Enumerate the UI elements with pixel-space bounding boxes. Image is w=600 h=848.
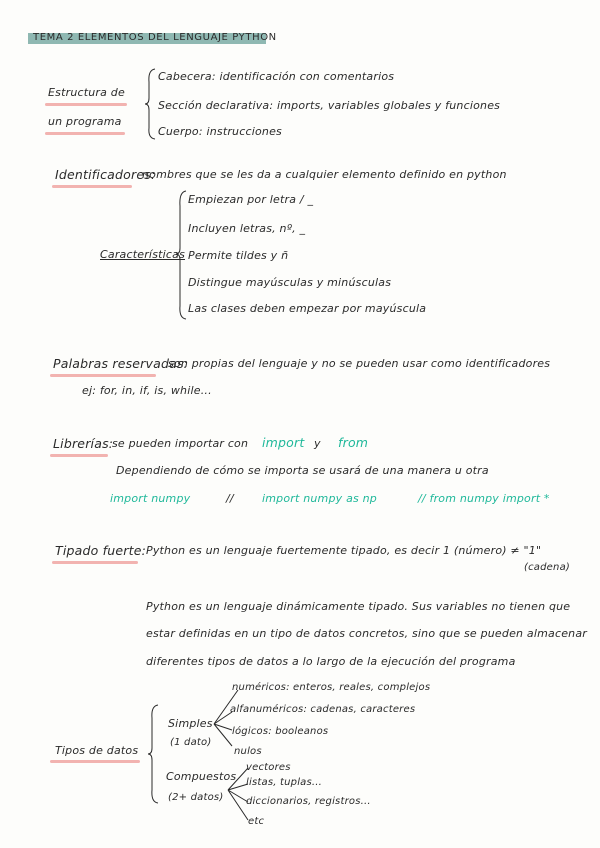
simples-item-1: numéricos: enteros, reales, complejos [232, 682, 431, 693]
simples-lines [212, 684, 242, 754]
palabras-underline [50, 374, 156, 377]
librerias-example-2: import numpy as np [262, 492, 377, 505]
simples-sub: (1 dato) [170, 737, 212, 748]
librerias-line2: Dependiendo de cómo se importa se usará de una manera u otra [116, 464, 489, 477]
tipado-text: Python es un lenguaje fuertemente tipado, es decir 1 (número) ≠ "1" [146, 544, 542, 557]
caracteristica-1: Empiezan por letra / _ [188, 193, 314, 206]
estructura-label-2: un programa [48, 115, 122, 128]
caracteristica-4: Distingue mayúsculas y minúsculas [188, 276, 392, 289]
simples-item-3: lógicos: booleanos [232, 726, 329, 737]
compuestos-item-3: diccionarios, registros... [246, 796, 371, 807]
estructura-item-1: Cabecera: identificación con comentarios [158, 70, 395, 83]
palabras-example: ej: for, in, if, is, while... [82, 384, 212, 397]
caracteristicas-brace [176, 190, 188, 320]
simples-item-2: alfanuméricos: cadenas, caracteres [230, 704, 416, 715]
header-title: TEMA 2 ELEMENTOS DEL LENGUAJE PYTHON [33, 32, 277, 43]
simples-label: Simples [168, 717, 213, 730]
compuestos-item-1: vectores [246, 762, 291, 773]
identificadores-underline [52, 185, 132, 188]
tipado-underline [52, 561, 138, 564]
tipado-para-2: estar definidas en un tipo de datos concretos, sino que se pueden almacenar [146, 627, 588, 640]
librerias-and: y [314, 437, 321, 450]
tipos-title: Tipos de datos [55, 744, 139, 757]
simples-item-4: nulos [234, 746, 262, 757]
compuestos-item-4: etc [248, 816, 265, 827]
estructura-label-1: Estructura de [48, 86, 125, 99]
estructura-underline-2 [45, 132, 125, 135]
tipado-title: Tipado fuerte: [55, 543, 147, 558]
estructura-brace [145, 68, 157, 140]
estructura-item-3: Cuerpo: instrucciones [158, 125, 282, 138]
tipado-note: (cadena) [524, 562, 570, 573]
estructura-item-2: Sección declarativa: imports, variables globales y funciones [158, 99, 501, 112]
caracteristicas-label: Características [100, 248, 186, 261]
identificadores-definition: nombres que se les da a cualquier elemento definido en python [142, 168, 507, 181]
librerias-title: Librerías: [53, 436, 114, 451]
librerias-sep: // [226, 492, 234, 505]
tipado-para-3: diferentes tipos de datos a lo largo de la ejecución del programa [146, 655, 516, 668]
compuestos-item-2: listas, tuplas... [246, 777, 323, 788]
identificadores-title: Identificadores: [55, 167, 156, 182]
estructura-underline-1 [45, 103, 127, 106]
tipado-para-1: Python es un lenguaje dinámicamente tipado. Sus variables no tienen que [146, 600, 571, 613]
compuestos-sub: (2+ datos) [168, 792, 224, 803]
caracteristica-5: Las clases deben empezar por mayúscula [188, 302, 427, 315]
tipos-underline [50, 760, 140, 763]
librerias-kw-from: from [338, 435, 369, 450]
caracteristica-2: Incluyen letras, nº, _ [188, 222, 306, 235]
tipos-brace [148, 704, 160, 804]
librerias-text: se pueden importar con [112, 437, 249, 450]
librerias-example-3: // from numpy import * [418, 492, 550, 505]
caracteristica-3: Permite tildes y ñ [188, 249, 289, 262]
librerias-underline [50, 454, 108, 457]
compuestos-label: Compuestos [166, 770, 237, 783]
palabras-definition: son propias del lenguaje y no se pueden usar como identificadores [168, 357, 551, 370]
palabras-title: Palabras reservadas: [53, 356, 189, 371]
librerias-kw-import: import [262, 435, 305, 450]
librerias-example-1: import numpy [110, 492, 191, 505]
